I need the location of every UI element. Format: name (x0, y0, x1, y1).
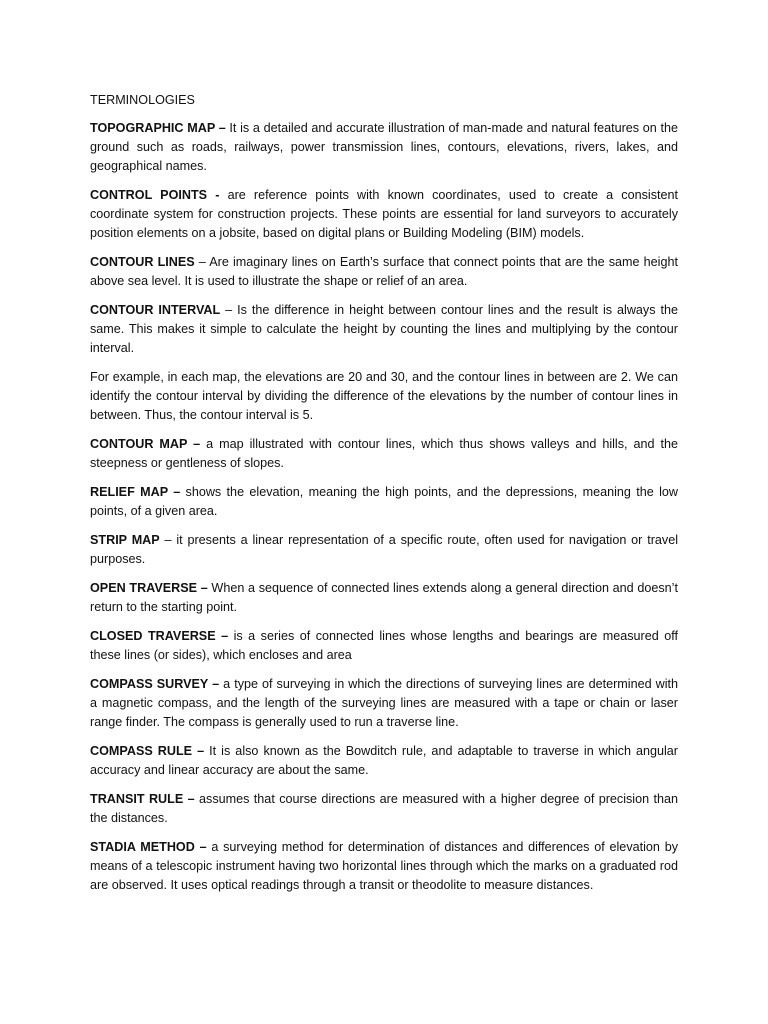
term-contour-lines: CONTOUR LINES (90, 255, 195, 269)
definition-closed-traverse: is a series of connected lines whose lengths and bearings are measured off these lines (or sides), which encloses and area (90, 629, 678, 662)
entry-transit-rule (90, 790, 678, 828)
definition-topographic-map: It is a detailed and accurate illustration of man-made and natural features on the ground such as roads, railways, power transmission lines, contours, elevations, rivers, lakes, and geographical names. (90, 121, 678, 173)
definition-stadia-method: a surveying method for determination of distances and differences of elevation by means of a telescopic instrument having two horizontal lines through which the marks on a graduated rod are observed. It uses optical readings through a transit or theodolite to measure distances. (90, 840, 678, 892)
term-control-points: CONTROL POINTS - (90, 188, 220, 202)
document-page (90, 91, 678, 905)
definition-open-traverse: When a sequence of connected lines extends along a general direction and doesn’t return to the starting point. (90, 581, 678, 614)
definition-strip-map: – it presents a linear representation of a specific route, often used for navigation or travel purposes. (90, 533, 679, 566)
definition-contour-interval-example: For example, in each map, the elevations are 20 and 30, and the contour lines in between are 2. We can identify the contour interval by dividing the difference of the elevations by the number of contour lines in between. Thus, the contour interval is 5. (90, 370, 678, 422)
term-transit-rule: TRANSIT RULE – (90, 792, 195, 806)
term-stadia-method: STADIA METHOD – (90, 840, 207, 854)
term-relief-map: RELIEF MAP – (90, 485, 181, 499)
entry-contour-interval-example (90, 368, 678, 425)
term-compass-rule: COMPASS RULE – (90, 744, 205, 758)
entry-compass-rule (90, 742, 678, 780)
entry-relief-map (90, 483, 678, 521)
term-strip-map: STRIP MAP (90, 533, 160, 547)
entry-compass-survey (90, 675, 678, 732)
term-closed-traverse: CLOSED TRAVERSE – (90, 629, 229, 643)
entry-contour-lines (90, 253, 678, 291)
entry-strip-map (90, 531, 678, 569)
definition-transit-rule: assumes that course directions are measured with a higher degree of precision than the distances. (90, 792, 679, 825)
document-heading: TERMINOLOGIES (90, 93, 195, 107)
definition-contour-lines: – Are imaginary lines on Earth’s surface that connect points that are the same height above sea level. It is used to illustrate the shape or relief of an area. (90, 255, 678, 288)
entry-contour-map (90, 435, 678, 473)
entry-control-points (90, 186, 678, 243)
definition-relief-map: shows the elevation, meaning the high points, and the depressions, meaning the low points, of a given area. (90, 485, 678, 518)
definition-compass-survey: a type of surveying in which the directions of surveying lines are determined with a magnetic compass, and the length of the surveying lines are measured with a tape or chain or laser range finder. The compass is generally used to run a traverse line. (90, 677, 679, 729)
definition-contour-interval: – Is the difference in height between contour lines and the result is always the same. This makes it simple to calculate the height by counting the lines and multiplying by the contour interval. (90, 303, 678, 355)
term-contour-interval: CONTOUR INTERVAL (90, 303, 221, 317)
entry-stadia-method (90, 838, 678, 895)
entry-closed-traverse (90, 627, 678, 665)
entry-open-traverse (90, 579, 678, 617)
term-topographic-map: TOPOGRAPHIC MAP – (90, 121, 226, 135)
term-open-traverse: OPEN TRAVERSE – (90, 581, 208, 595)
definition-contour-map: a map illustrated with contour lines, which thus shows valleys and hills, and the steepness or gentleness of slopes. (90, 437, 679, 470)
entry-contour-interval (90, 301, 678, 358)
term-compass-survey: COMPASS SURVEY – (90, 677, 220, 691)
definition-control-points: are reference points with known coordinates, used to create a consistent coordinate system for construction projects. These points are essential for land surveyors to accurately position elements on a jobsite, based on digital plans or Building Modeling (BIM) models. (90, 188, 679, 240)
entry-topographic-map (90, 119, 678, 176)
definition-compass-rule: It is also known as the Bowditch rule, and adaptable to traverse in which angular accuracy and linear accuracy are about the same. (90, 744, 678, 777)
term-contour-map: CONTOUR MAP – (90, 437, 201, 451)
